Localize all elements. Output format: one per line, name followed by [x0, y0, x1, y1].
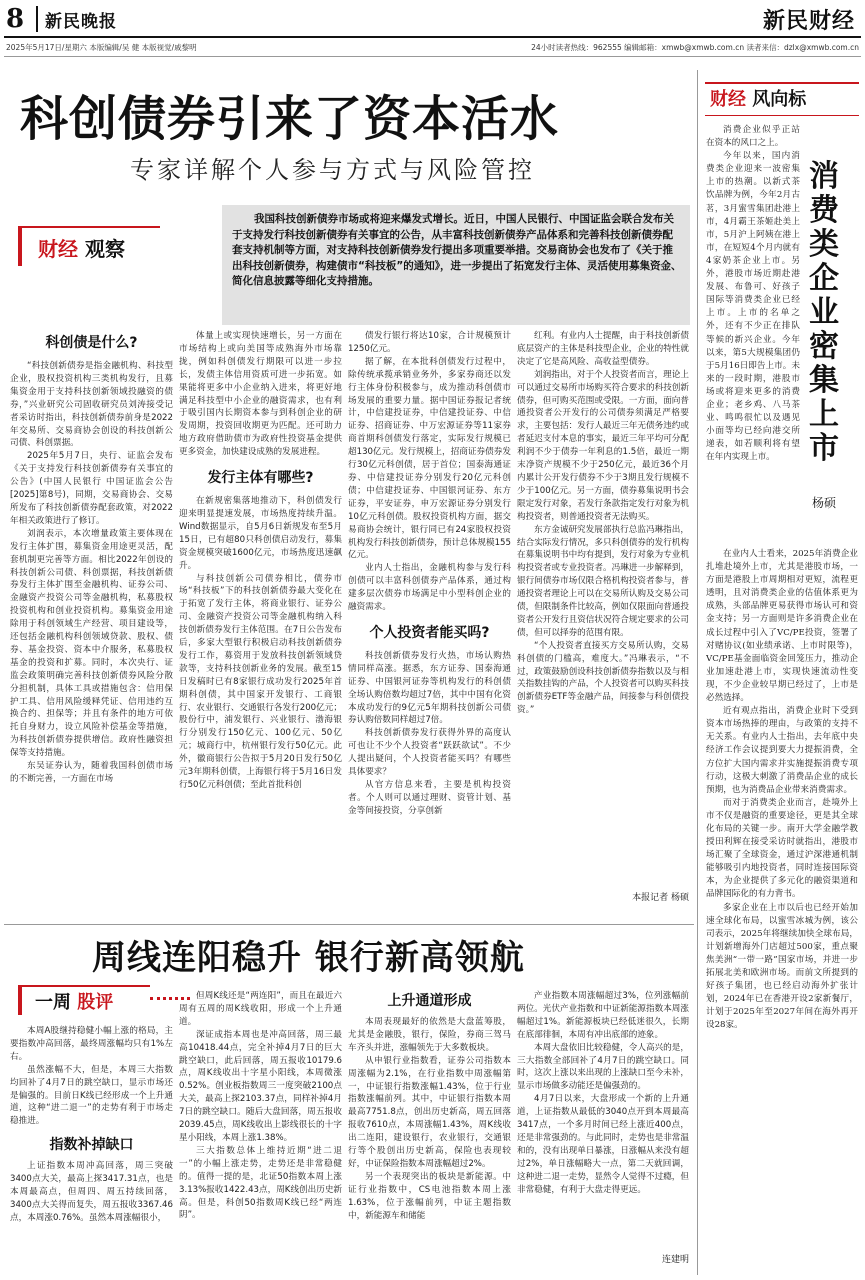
badge-part-a: 一周	[35, 992, 71, 1013]
paragraph: 东方金诚研究发展部执行总监冯琳指出，结合实际发行情况，多只科创债券的发行机构在募集说明书中均有提到，发行对象为专业机构投资者或专业投资者。冯琳进一步解释到，银行间债券市场仅限合格机构投资者参与，普通投资者理论上可以在交易所认购及交易公司债，但限制条件比较高，例如仅限面向普通投资者公开发行且资信状况符合规定要求的公司债，但可以择券的范围有限。	[517, 524, 689, 638]
article-divider	[4, 924, 694, 925]
paragraph: 本周表现最好的依然是大盘蓝筹股，尤其是金融股，银行，保险，券商三驾马车齐头并进，涨幅领先于大多数板块。	[348, 1017, 511, 1053]
sidebar-body	[706, 124, 800, 464]
page-number: 8	[6, 4, 25, 34]
paragraph: 产业指数本周涨幅超过3%，位列涨幅前两位。光伏产业指数和中证新能源指数本周涨幅超过1%。新能源板块已经低迷很久，长期在底部徘徊，本周有冲出底部的迹象。	[517, 991, 689, 1040]
article-body	[517, 330, 689, 890]
article-body	[179, 990, 342, 1222]
second-headline: 周线连阳稳升 银行新高领航	[92, 938, 525, 978]
sidebar-author: 杨硕	[812, 496, 837, 510]
section-heading: 科创债是什么?	[45, 335, 138, 351]
sidebar-column-bottom	[706, 548, 858, 1272]
paragraph: 多家企业在上市以后也已经开始加速全球化布局，以蜜雪冰城为例，该公司表示，2025年将继续加快全球布局，计划新增海外门店超过500家，重点聚焦美洲“一带一路”国家市场，并进一步拓展北美和欧洲市场。而前文所提到的好孩子集团，也已经启动海外扩张计划，2024年已在香港开设2家新餐厅，计划于2025年至2027年间在海外再开设28家。	[706, 902, 858, 1031]
article1-column-4	[517, 330, 689, 920]
sidebar-title: 消费类企业密集上市	[809, 159, 839, 466]
paragraph: 从申银行业指数看，证券公司指数本周涨幅为2.1%，在行业指数中周涨幅第一，中证银行指数涨幅1.43%，位于行业指数涨幅前列。其中，中证银行指数本周最高7751.8点，创出历史新高，周五回落报收7610点，本周涨幅1.43%，周K线收出二连阳，建设银行，农业银行，交通银行等个股创出历史新高，保险也表现较好，中证保险指数本周涨幅超过2%。	[348, 1055, 511, 1169]
main-headline: 科创债券引来了资本活水	[20, 91, 560, 147]
paragraph: 本周A股继持稳健小幅上涨的格局，主要指数冲高回落，最终周涨幅均只有1%左右。	[10, 1026, 173, 1062]
column-separator	[697, 70, 698, 1275]
intro-text: 我国科技创新债券市场或将迎来爆发式增长。近日，中国人民银行、中国证监会联合发布关于支持发行科技创新债券有关事宜的公告，从丰富科技创新债券产品体系和完善科技创新债券配套支持机制等方面，对支持科技创新债券发行提出多项重要举措。交易商协会也发布了《关于推出科技创新债券，构建债市“科技板”的通知》，进一步提出了拓宽发行主体、灵活使用募集资金、简化信息披露等细化支持措施。	[232, 213, 682, 287]
section-heading: 发行主体有哪些?	[207, 470, 314, 487]
sidebar-column-top	[706, 124, 800, 544]
article-body	[179, 330, 342, 459]
paragraph: 与科技创新公司债券相比，债券市场“科技板”下的科技创新债券最大变化在于拓宽了发行主体，将商业银行、证券公司、金融资产投资公司等金融机构纳入科技创新债券发行主体范围。在7日公告发布后，多家大型银行积极启动科技创新债券发行工作，募资用于发放科技创新领域贷款等，支持科技创新业务的发展。截至15日发稿时已有8家银行成功发行2025年首期科创债，其中国家开发银行、工商银行、农业银行、交通银行各发行200亿元；股份行中，浦发银行、兴业银行、渤海银行分别发行150亿元、100亿元、50亿元；城商行中，杭州银行发行50亿元。此外，徽商银行公告拟于5月20日发行50亿元3年期科创债，上海银行将于5月16日发行50亿元科创债；至此首批科创	[179, 573, 342, 790]
column-badge	[38, 233, 125, 262]
article-body	[348, 650, 511, 818]
paragraph: 深证成指本周也是冲高回落，周三最高10418.44点，完全补掉4月7日的巨大跳空缺口，此后回落，周五报收10179.6点，周K线收出十字星小阳线，本周微涨0.52%。创业板指数周三一度突破2100点大关，最高上探2103.37点，同样补掉4月7日的跳空缺口。随后大盘回落，周五报收2039.45点，周K线收出上影线很长的十字星小阳线，本周上涨1.38%。	[179, 1029, 342, 1143]
badge-part-b: 观察	[84, 237, 125, 261]
paragraph: 本周大盘依旧比较稳健，令人高兴的是，三大指数全部回补了4月7日的跳空缺口。同时，这次上涨以来出现的上涨缺口至今未补，显示市场做多动能还是偏强劲的。	[517, 1042, 689, 1092]
section-heading: 上升通道形成	[387, 993, 472, 1009]
paragraph: 在新规密集落地推动下，科创债发行迎来明显提速发展，市场热度持续升温。Wind数据显示，自5月6日新规发布至5月15日，已有超80只科创债启动发行，募集资金规模突破1600亿元，市场热度迅速飙升。	[179, 496, 342, 571]
paragraph: 虽然涨幅不大，但是，本周三大指数均回补了4月7日的跳空缺口，显示市场还是偏强的。目前日K线已经形成一个上升通道，这种“进二退一”的走势有利于市场走稳推进。	[10, 1064, 173, 1127]
article2-column-2	[179, 990, 342, 1275]
article-body	[179, 495, 342, 792]
header-subline	[6, 40, 859, 56]
paragraph: 近有观点指出，消费企业时下受到资本市场热捧的理由，与政策的支持不无关系。有业内人士指出，去年底中央经济工作会议提到要大力提振消费，全方位扩大国内需求并实施提振消费专项行动，这极大刺激了消费品企业的成长预期，也为消费品企业带来消费需求。	[706, 706, 858, 795]
section-heading: 个人投资者能买吗?	[369, 624, 490, 641]
paragraph: 另一个表现突出的板块是新能源。中证行业指数中，CS电池指数本周上涨1.63%，位于涨幅前列，中证主题指数中，新能源车和储能	[348, 1171, 511, 1221]
article2-column-3	[348, 990, 511, 1275]
header-rule	[4, 36, 861, 38]
article1-column-3	[348, 330, 511, 920]
paragraph: 东吴证券认为，随着我国科创债市场的不断完善，一方面在市场	[10, 761, 173, 784]
paragraph: 红利。有业内人士提醒，由于科技创新债底层资产的主体是科技型企业，企业的特性就决定了它是高风险、高收益型债券。	[517, 331, 689, 367]
article1-column-2	[179, 330, 342, 920]
article-body	[10, 1025, 173, 1128]
paragraph: “个人投资者直接买方交易所认购，交易科创债的门槛高，难度大。”冯琳表示，“不过，政策鼓励创设科技创新债券指数以及与相关指数挂钩的产品，个人投资者可以购买科技创新债券ETF等金融产品，间接参与科创债投资。”	[517, 640, 689, 716]
paragraph: 而对于消费类企业而言，赴境外上市不仅是融资的重要途径，更是其全球化布局的关键一步。南开大学金融学教授田利辉在接受采访时就指出，港股市场汇聚了全球资金，通过沪深港通机制能够吸引内地投资者，同时连接国际资本，为企业提供了多元化的融资渠道和品牌国际化的有力背书。	[706, 797, 858, 900]
badge-part-b: 风向标	[752, 89, 807, 110]
section-heading: 指数补掉缺口	[49, 1137, 134, 1154]
paragraph: 上证指数本周冲高回落，周三突破3400点大关，最高上探3417.31点，也是本周最高点，但周四、周五持续回落，3400点大关得而复失，周五报收3367.46点，本周涨0.76%。虽然本周涨幅很小，	[10, 1161, 173, 1223]
badge-part-a: 财经	[38, 237, 78, 261]
article-author: 连建明	[661, 1255, 689, 1265]
paragraph: 今年以来，国内消费类企业迎来一波密集上市的热潮。以新式茶饮品牌为例，今年2月古茗，3月蜜雪集团赴港上市，4月霸王茶姬赴美上市，5月沪上阿姨在港上市，在短短4个月内就有4家奶茶企业上市。另外，港股市场近期赴港发展、布鲁可、好孩子国际等消费类企业已经上市。上市的名单之外，还有不少正在排队等候的新兴企业。今年以来，第5大规模集团仍于5月16日即告上市。未来的一段时期，港股市场或将迎来更多的消费企业；老乡鸡、八马茶业、鸣鸣很忙以及遇见小面等均已经向港交所递表，如若顺利将有望在年内实现上市。	[706, 151, 800, 463]
subline-rule	[4, 56, 861, 57]
paragraph: 消费企业似乎正站在资本的风口之上。	[706, 125, 800, 149]
article-body	[10, 1160, 173, 1225]
header-divider	[36, 6, 38, 32]
paragraph: 2025年5月7日，央行、证监会发布《关于支持发行科技创新债券有关事宜的公告》(中国人民银行 中国证监会公告[2025]第8号)，同期，交易商协会、交易所发布了科技创新债券配套政策，对2022年相关政策进行了修订。	[10, 451, 173, 526]
article-author: 本报记者 杨硕	[632, 893, 689, 903]
badge-part-a: 财经	[710, 89, 746, 110]
paragraph: “科技创新债券是指金融机构、科技型企业，股权投资机构三类机构发行，且募集资金用于支持科技创新领域投融资的债券，”兴业研究公司固收研究员刘涛接受记者采访时指出，科技创新债券前身是2022年交易所、交易商协会创设的科技创新公司债、科创票据。	[10, 361, 173, 449]
article2-column-4	[517, 990, 689, 1275]
paragraph: 在业内人士看来，2025年消费企业扎堆赴境外上市，尤其是港股市场，一方面是港股上市周期相对更短，流程更透明，且对消费类企业的估值体系更为成熟，头部品牌更易获得市场认可和资金支持；另一方面则是许多消费企业在成长过程中引入了VC/PE投资，签署了对赌协议(如业绩承诺、上市时限等)，VC/PE基金面临资金回笼压力，推动企业加速赴港上市，实现快速流动性变现，不少企业较早期已经过了，上市是必然选择。	[706, 549, 858, 704]
article-body	[517, 990, 689, 1252]
contact-info: 24小时读者热线：962555 编辑邮箱：xmwb@xmwb.com.cn 读者来信：dzlx@xmwb.com.cn	[531, 43, 859, 52]
paragraph: 据了解，在本批科创债发行过程中，除传统承揽承销业务外，多家券商还以发行主体身份积极参与，成为推动科创债市场发展的重要力量。据中国证券报记者统计，中信建投证券，中信建投证券、中信证券、招商证券、中万宏源证券等11家券商首期科创债发行落定，实际发行规模已超130亿元。发行规模上，招商证券债券发行30亿元科创债，居于首位；国泰海通证券、中信建投证券分别发行20亿元科创债；中信建投证券、中国银河证券、东方证券，平安证券，申万宏源证券分别发行10亿元科创债。股权投资机构方面，据交易商协会统计，银行同已有24家股权投资机构发行科技创新债券，预计总体规模155亿元。	[348, 356, 511, 561]
article-body	[348, 1016, 511, 1223]
paragraph: 从官方信息来看，主要是机构投资者。个人则可以通过理财、资管计划、基金等间接投资，分享创新	[348, 780, 511, 816]
column-badge	[35, 988, 113, 1014]
paragraph: 业内人士指出，金融机构参与发行科创债可以丰富科创债券产品体系，通过构建多层次债券市场满足中小型科创企业的融资需求。	[348, 563, 511, 613]
article-body	[348, 330, 511, 614]
article1-column-1	[10, 330, 173, 920]
sidebar-badge	[710, 85, 806, 111]
paragraph: 三大指数总体上维持近期“进二退一”的小幅上涨走势，走势还是非常稳健的。值得一提的是，北证50指数本周上涨3.13%报收1422.43点，周K线创出历史新高。但是，科创50指数周K线已经“两连阴”。	[179, 1145, 342, 1221]
sidebar-body	[706, 548, 858, 1032]
paragraph: 刘润指出，对于个人投资者而言，理论上可以通过交易所市场购买符合要求的科技创新债券，但可购买范围或受限。一方面，面向普通投资者公开发行的公司债券须满足严格要求，主要包括：发行人最近三年无债务违约或者延迟支付本息的事实，最近三年平均可分配利润不少于债券一年利息的1.5倍，最近一期末净资产规模不少于250亿元，最近36个月内累计公开发行债券不少于3期且发行规模不少于100亿元。另一方面，债券募集说明书会限定发行对象，若发行条款指定发行对象为机构投资者，则普通投资者无法购买。	[517, 369, 689, 522]
article-body	[10, 360, 173, 786]
newspaper-name: 新民晚报	[45, 12, 117, 32]
paragraph: 但周K线还是“两连阳”，而且在最近六周有五周的周K线收阳，形成一个上升通道。	[179, 991, 342, 1027]
paragraph: 科技创新债券发行获得外界的高度认可也让不少个人投资者“跃跃欲试”。不少人提出疑问，个人投资者能买吗？有哪些具体要求？	[348, 728, 511, 778]
section-title: 新民财经	[762, 8, 855, 34]
paragraph: 4月7日以来，大盘形成一个新的上升通道，上证指数从最低的3040点开到本周最高3417点，一个多月时间已经上涨近400点，还是非常强劲的。与此同时，走势也是非常温和的，没有出现单日暴涨，日涨幅从来没有超过2%，单日涨幅略大一点，第二天就回调，这种进二退一走势，显然令人觉得不过瘾，但非常稳健，有利于大盘走得更远。	[517, 1094, 689, 1195]
badge-part-b: 股评	[77, 992, 114, 1013]
main-subheadline: 专家详解个人参与方式与风险管控	[130, 156, 535, 184]
issue-info: 2025年5月17日/星期六 本版编辑/吴 健 本版视觉/戚黎明	[6, 43, 197, 52]
paragraph: 刘润表示，本次增量政策主要体现在发行主体扩围，募集资金用途更灵活，配套机制更完善等方面。相比2022年创设的科技创新公司债、科创票据，科技创新债券发行主体扩围至金融机构、证券公司、金融资产投资公司等金融机构，私募股权投资机构和创业投资机构。募集资金用途除用于科创领域生产经营、项目建设等，还包括金融机构科创领域贷款、股权、债券、基金投资、资本中介服务，私募股权基金的投资和扩募。同时，本次央行、证监会政策明确完善科技创新债券风险分散分担机制，具体工具或措施包含：信用保护工具、信用风险缓释凭证、信用违约互换合约、担保等；并且有条件的地方可依托自身财力，设立风险补偿基金等措施，为科技创新债券提供增信。政府性融资担保等支持措施。	[10, 528, 173, 759]
paragraph: 债发行银行将达10家，合计规模预计1250亿元。	[348, 331, 511, 354]
paragraph: 科技创新债券发行火热，市场认购热情同样高涨。据悉，东方证券、国泰海通证券、中国银河证券等机构发行的科创债全场认购倍数均超过7倍，其中中国有化资本成功发行的9亿元5年期科技创新公司债券认购倍数同样超过7倍。	[348, 650, 511, 726]
article2-column-1	[10, 1025, 173, 1275]
paragraph: 体量上或实现快速增长，另一方面在市场结构上或向美国等成熟海外市场靠拢，例如科创债发行期限可以进一步拉长，发债主体信用资质可进一步拓宽。如果能将更多中小企业纳入进来，将更好地满足科技型中小企业的融资需求，也有利于吸引国内长期资本参与到科创企业的研发周期，投资回收期更为匹配。还可助力地方政府借助债市为政府性投资基金提供更多资金，加快建设成熟的发展进程。	[179, 331, 342, 458]
